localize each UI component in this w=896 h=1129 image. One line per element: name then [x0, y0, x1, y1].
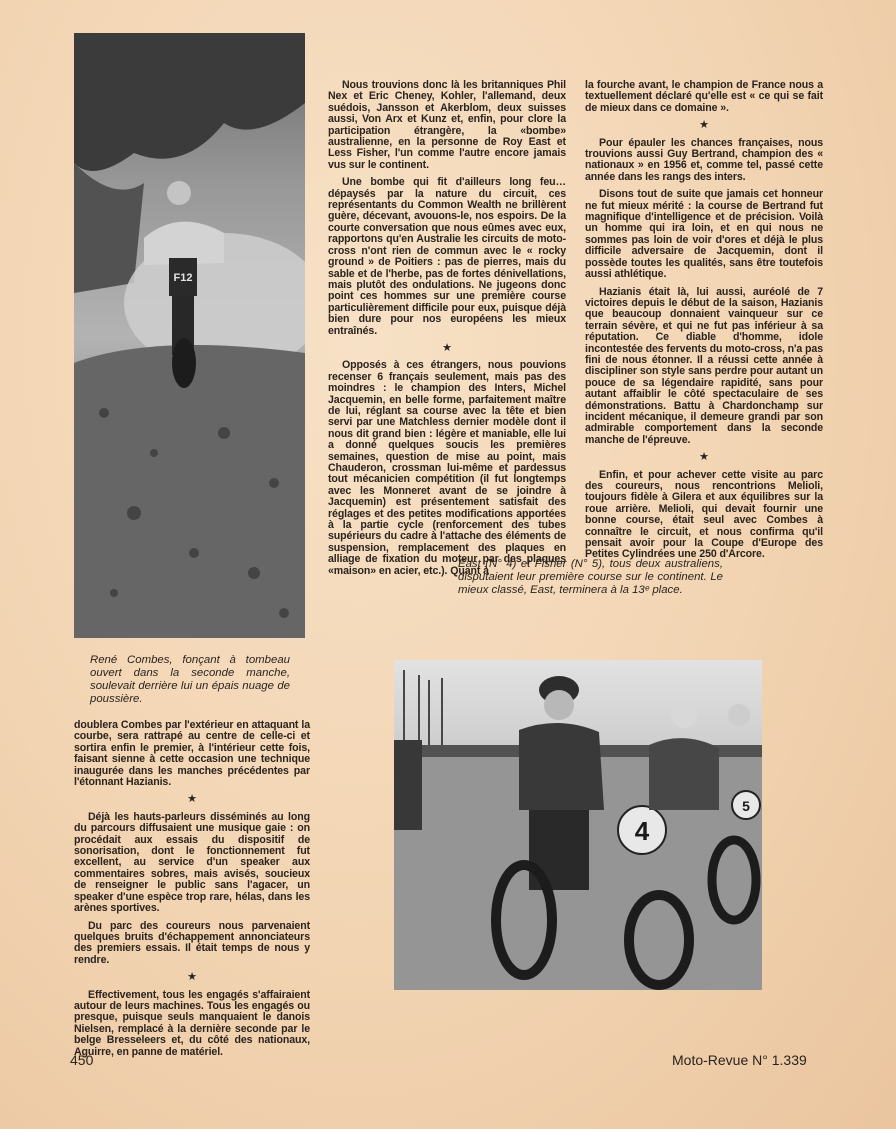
caption-combes: René Combes, fonçant à tombeau ouvert dans la seconde manche, soulevait derrière lui un épais nuage de poussière. [90, 654, 290, 705]
east-number-plate: 4 [634, 816, 650, 846]
paragraph: Une bombe qui fit d'ailleurs long feu… dépaysés par la nature du circuit, ces représentants du Common Wealth ne brillèrent guère, décevant, avouons-le, nos espoirs. De la courte conversation que nous eûmes avec eux, rapportons qu'en Australie les circuits de moto-cross n'ont rien de commun avec le « rocky ground » de Poitiers : pas de pierres, mais du sable et de l'herbe, pas de fortes dénivellations, mais plutôt des ondulations. Ne jugeons donc point ces hommes sur une première course particulièrement difficile pour eux, puisque déjà bien dure pour nos européens les mieux entraînés. [328, 176, 566, 337]
separator-star: ★ [187, 793, 197, 806]
page-number: 450 [70, 1052, 94, 1068]
paragraph: la fourche avant, le champion de France nous a textuellement déclaré qu'elle est « ce qui se fait de mieux dans ce domaine ». [585, 79, 823, 114]
photo-combes-rider [74, 33, 305, 638]
caption-east-fisher: East (N° 4) et Fisher (N° 5), tous deux australiens, disputaient leur première course sur le continent. Le mieux classé, East, terminera à la 13ᵉ place. [458, 558, 723, 596]
separator-star: ★ [699, 451, 709, 464]
column-right [585, 80, 823, 567]
paragraph: Disons tout de suite que jamais cet honneur ne fut mieux mérité : la course de Bertrand fut magnifique d'intelligence et de précision. Voilà un homme qui ira loin, et en qui nous ne sommes pas loin de voir d'ores et déjà le plus difficile adversaire de Jacquemin, dont il possède toutes les qualités, sans être toutefois aussi athlétique. [585, 188, 823, 281]
photo-combes-image [74, 33, 305, 638]
paragraph: Hazianis était là, lui aussi, auréolé de 7 victoires depuis le début de la saison, Hazianis que beaucoup donnaient vainqueur sur ce terrain sévère, et qui ne fut pas inférieur à sa réputation. Ce diable d'homme, idole incontestée des fervents du moto-cross, n'a pas fini de nous étonner. Il a réussi cette année à discipliner son style sans perdre pour autant un pouce de sa légendaire rapidité, sans pour autant affaiblir le côté spectaculaire de ses démonstrations. Battu à Chardonchamp sur incident mécanique, il demeure grandi par son admirable comportement dans la seconde manche de l'épreuve. [585, 285, 824, 446]
fisher-number-plate: 5 [742, 798, 750, 814]
separator-star: ★ [442, 341, 452, 354]
paragraph: Déjà les hauts-parleurs disséminés au long du parcours diffusaient une musique gaie : on procédait aux essais du dispositif de sonorisation, dont le fonctionnement fut excellent, au service d'un speaker aux commentaires sobres, mais avisés, soucieux de renseigner le public sans l'agacer, un speaker d'une espèce trop rare, hélas, dans les arènes sportives. [74, 810, 310, 915]
paragraph: Enfin, et pour achever cette visite au parc des coureurs, nous rencontrions Melioli, toujours fidèle à Gilera et aux équilibres sur la roue arrière. Melioli, qui devait fournir une bonne course, était seul avec Combes à connaître le circuit, et nous confirma qu'il pensait avoir pour la Coupe d'Europe des Petites Cylindrées une 250 d'Arcore. [585, 468, 823, 561]
column-center [328, 80, 566, 583]
paragraph: Pour épauler les chances françaises, nous trouvions aussi Guy Bertrand, champion des « nationaux » en 1956 et, comme tel, passé cette année dans les rangs des inters. [585, 136, 823, 183]
photo-east-fisher [394, 660, 762, 990]
magazine-issue: Moto-Revue N° 1.339 [672, 1052, 807, 1068]
separator-star: ★ [699, 119, 709, 132]
photo-east-fisher-image [394, 660, 762, 990]
column-left-bottom [74, 720, 310, 1064]
paragraph: Du parc des coureurs nous parvenaient quelques bruits d'échappement annonciateurs des premiers essais. Il était temps de nous y rendre. [74, 919, 310, 966]
combes-number-plate: F12 [173, 272, 193, 284]
separator-star: ★ [187, 971, 197, 984]
paragraph: Opposés à ces étrangers, nous pouvions recenser 6 français seulement, mais pas des moindres : le champion des Inters, Michel Jacquemin, en belle forme, parfaitement maître de lui, réglant sa course avec la tête et bien servi par une Matchless dernier modèle dont il nous dit grand bien : légère et maniable, elle lui a donné quelques soucis les premières semaines, question de mise au point, mais Chauderon, crossman lui-même et pardessus tout mécanicien compétition (il fut longtemps avec les Monneret avant de se joindre à Jacquemin) est présentement satisfait des réglages et des petites modifications apportées à la partie cycle (renforcement des tubes supérieurs du cadre à l'attache des éléments de suspension, remplacement des plaques en alliage de fixation du moteur par des plaques «maison» en acier, etc.). Quant à [328, 359, 566, 577]
paragraph: Nous trouvions donc là les britanniques Phil Nex et Eric Cheney, Kohler, l'allemand, deux suédois, Jansson et Akerblom, deux suisses aussi, Von Arx et Kunz et, enfin, pour clore la participation étrangère, la «bombe» australienne, en la personne de Roy East et Less Fisher, l'un comme l'autre encore jamais vus sur le continent. [328, 79, 566, 171]
paragraph: doublera Combes par l'extérieur en attaquant la courbe, sera rattrapé au centre de celle-ci et sortira enfin le premier, à l'intérieur cette fois, faisant sienne à cette occasion une technique inaugurée dans les manches précédentes par l'étonnant Hazianis. [74, 719, 310, 789]
paragraph: Effectivement, tous les engagés s'affairaient autour de leurs machines. Tous les engagés ou presque, puisque seuls manquaient le danois Nielsen, remplacé à la dernière seconde par le belge Bresseleers et, du côté des nationaux, Aguirre, en panne de matériel. [74, 988, 310, 1058]
